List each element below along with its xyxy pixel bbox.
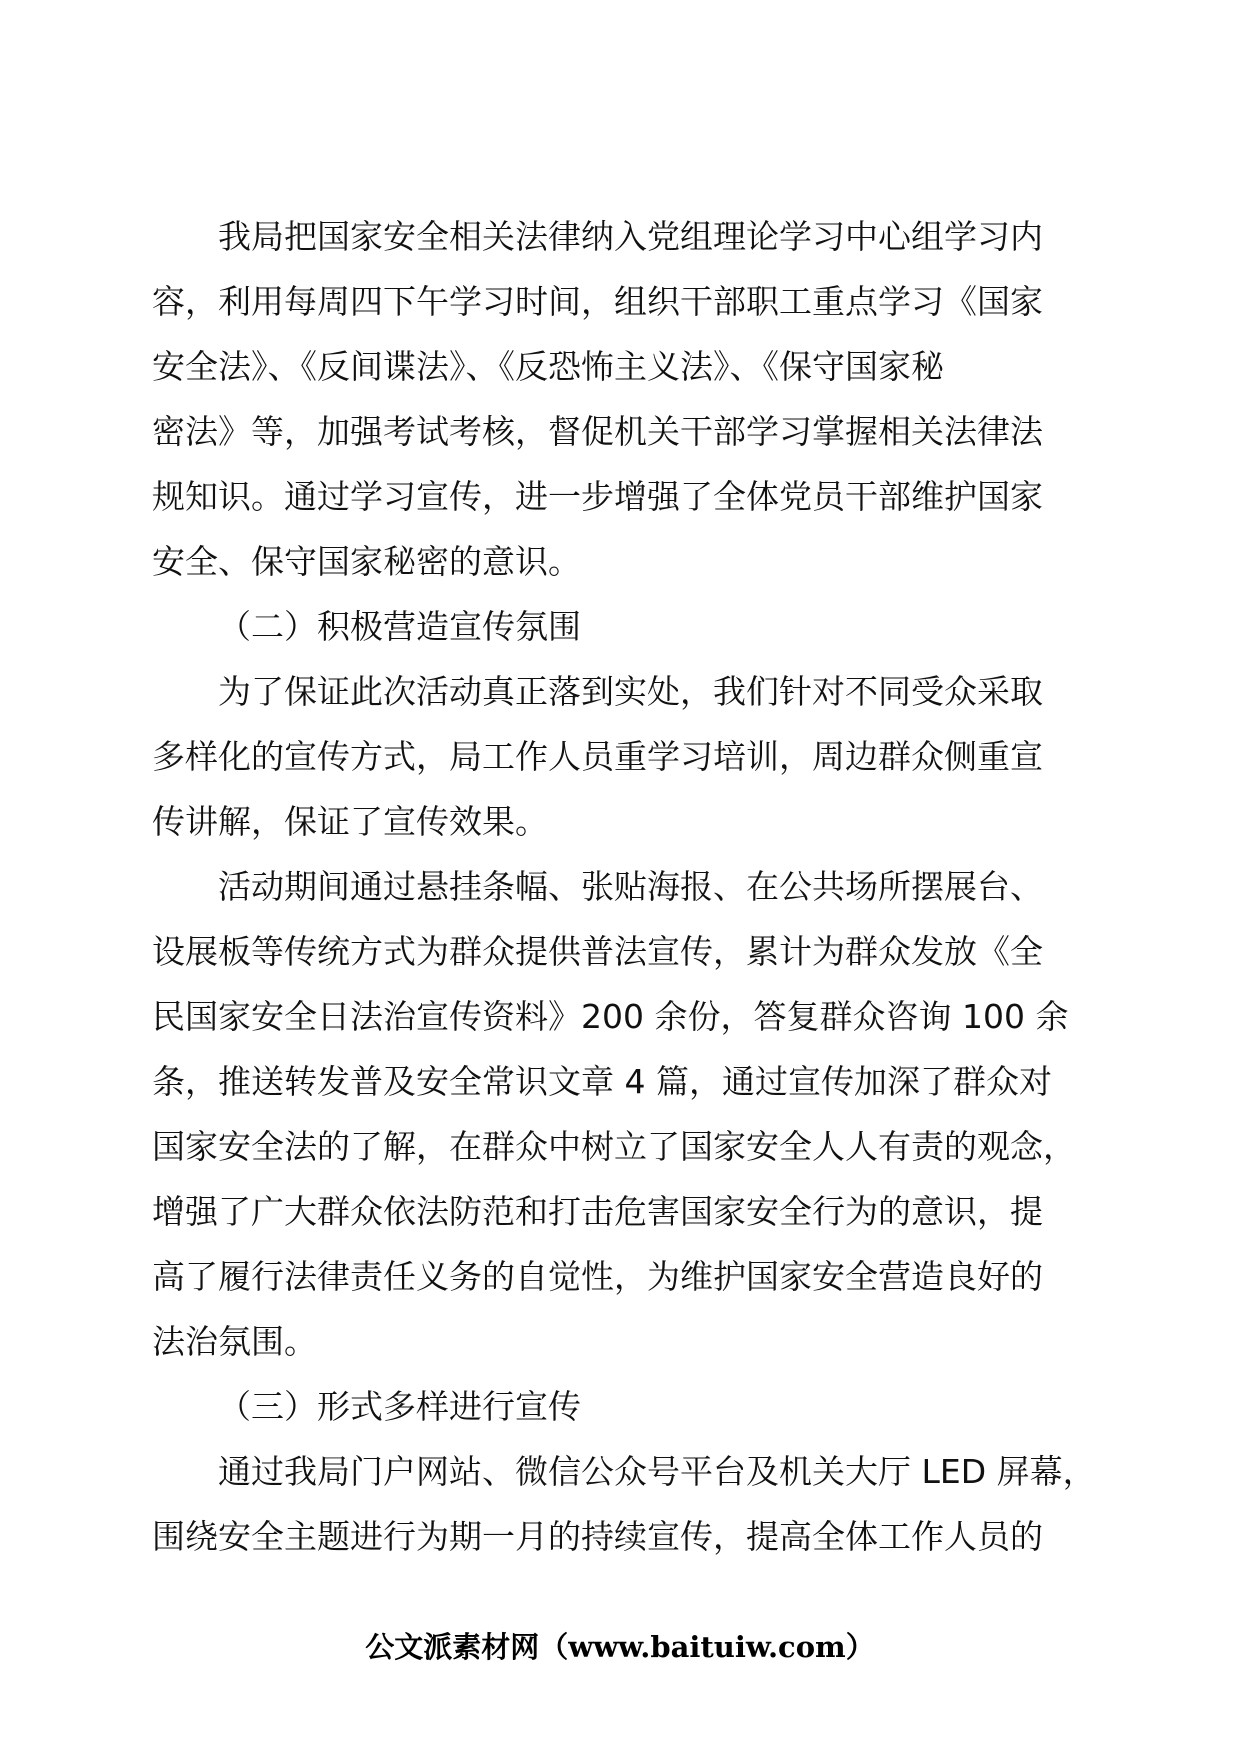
paragraph-line: 容，利用每周四下午学习时间，组织干部职工重点学习《国家 <box>152 282 1043 321</box>
paragraph-line: 安全法》、《反间谍法》、《反恐怖主义法》、《保守国家秘 <box>152 347 944 386</box>
paragraph-line: 民国家安全日法治宣传资料》200 余份，答复群众咨询 100 余 <box>152 997 1069 1036</box>
paragraph-line: 规知识。通过学习宣传，进一步增强了全体党员干部维护国家 <box>152 477 1043 516</box>
paragraph-line: 活动期间通过悬挂条幅、张贴海报、在公共场所摆展台、 <box>218 867 1043 906</box>
paragraph-line: 多样化的宣传方式，局工作人员重学习培训，周边群众侧重宣 <box>152 737 1043 776</box>
paragraph-line: 高了履行法律责任义务的自觉性，为维护国家安全营造良好的 <box>152 1257 1043 1296</box>
paragraph-line: 传讲解，保证了宣传效果。 <box>152 802 548 841</box>
paragraph-line: 我局把国家安全相关法律纳入党组理论学习中心组学习内 <box>218 217 1043 256</box>
paragraph-line: 通过我局门户网站、微信公众号平台及机关大厅 LED 屏幕， <box>218 1452 1096 1491</box>
paragraph-line: 条，推送转发普及安全常识文章 4 篇，通过宣传加深了群众对 <box>152 1062 1052 1101</box>
paragraph-line: 国家安全法的了解，在群众中树立了国家安全人人有责的观念， <box>152 1127 1076 1166</box>
footer-watermark: 公文派素材网（www.baituiw.com） <box>365 1630 875 1664</box>
paragraph-line: 设展板等传统方式为群众提供普法宣传，累计为群众发放《全 <box>152 932 1043 971</box>
paragraph-line: 增强了广大群众依法防范和打击危害国家安全行为的意识，提 <box>152 1192 1043 1231</box>
document-body <box>152 204 1112 1569</box>
paragraph-line: 密法》等，加强考试考核，督促机关干部学习掌握相关法律法 <box>152 412 1043 451</box>
paragraph-line: 围绕安全主题进行为期一月的持续宣传，提高全体工作人员的 <box>152 1517 1043 1556</box>
paragraph-line: 法治氛围。 <box>152 1322 317 1361</box>
section-heading: （二）积极营造宣传氛围 <box>218 607 581 646</box>
section-heading: （三）形式多样进行宣传 <box>218 1387 581 1426</box>
paragraph-line: 为了保证此次活动真正落到实处，我们针对不同受众采取 <box>218 672 1043 711</box>
paragraph-line: 安全、保守国家秘密的意识。 <box>152 542 581 581</box>
